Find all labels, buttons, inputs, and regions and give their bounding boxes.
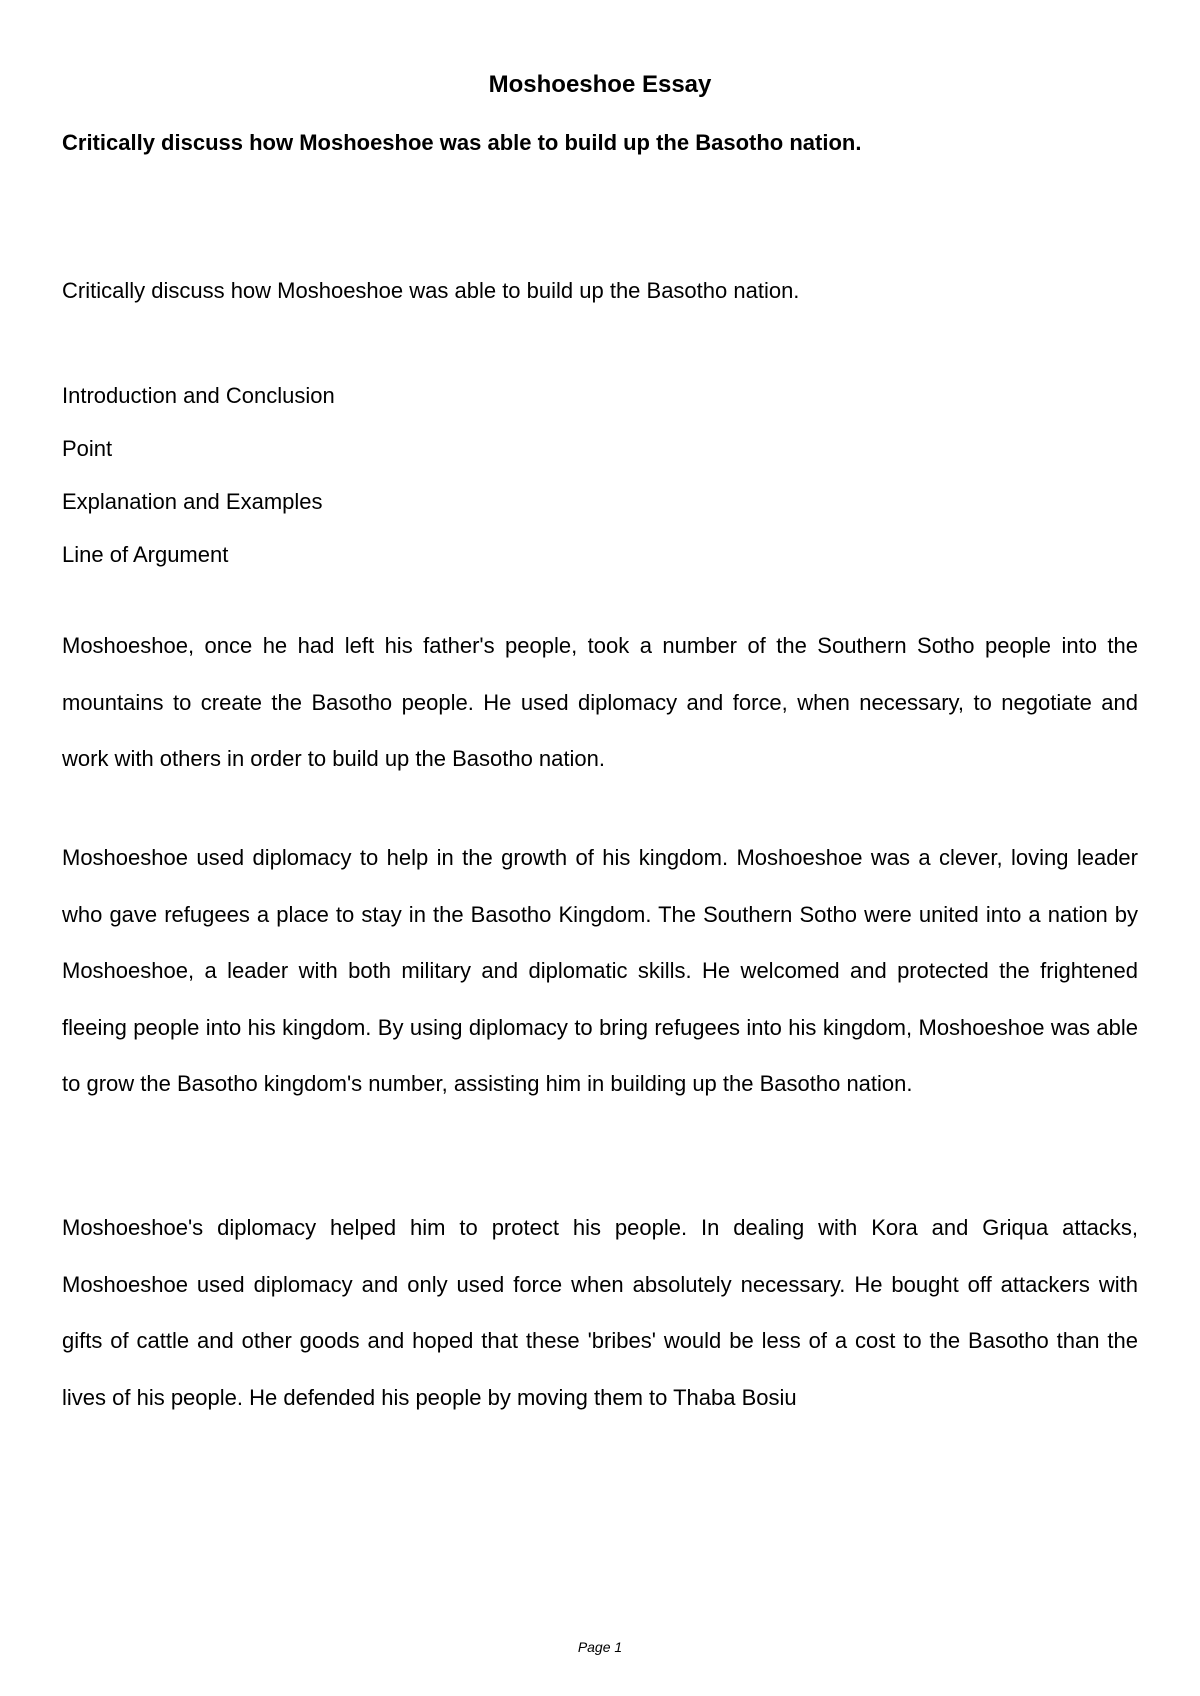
essay-paragraph: Moshoeshoe, once he had left his father's people, took a number of the Southern Sotho people into the mountains to create the Basotho people. He used diplomacy and force, when necessary, to negotiate and work with others in order to build up the Basotho nation. <box>62 633 1138 771</box>
criteria-item: Line of Argument <box>62 542 229 567</box>
essay-paragraph: Moshoeshoe's diplomacy helped him to protect his people. In dealing with Kora and Griqua attacks, Moshoeshoe used diplomacy and only used force when absolutely necessary. He bought off attackers with gifts of cattle and other goods and hoped that these 'bribes' would be less of a cost to the Basotho than the lives of his people. He defended his people by moving them to Thaba Bosiu <box>62 1215 1138 1410</box>
document-title: Moshoeshoe Essay <box>488 71 712 98</box>
essay-question: Critically discuss how Moshoeshoe was able to build up the Basotho nation. <box>62 278 800 303</box>
criteria-item: Explanation and Examples <box>62 489 323 514</box>
essay-paragraph: Moshoeshoe used diplomacy to help in the growth of his kingdom. Moshoeshoe was a clever, loving leader who gave refugees a place to stay in the Basotho Kingdom. The Southern Sotho were united into a nation by Moshoeshoe, a leader with both military and diplomatic skills. He welcomed and protected the frightened fleeing people into his kingdom. By using diplomacy to bring refugees into his kingdom, Moshoeshoe was able to grow the Basotho kingdom's number, assisting him in building up the Basotho nation. <box>62 845 1138 1096</box>
essay-question-heading: Critically discuss how Moshoeshoe was able to build up the Basotho nation. <box>62 130 862 155</box>
criteria-item: Point <box>62 436 113 461</box>
page-number: Page 1 <box>577 1639 623 1655</box>
criteria-item: Introduction and Conclusion <box>62 383 335 408</box>
